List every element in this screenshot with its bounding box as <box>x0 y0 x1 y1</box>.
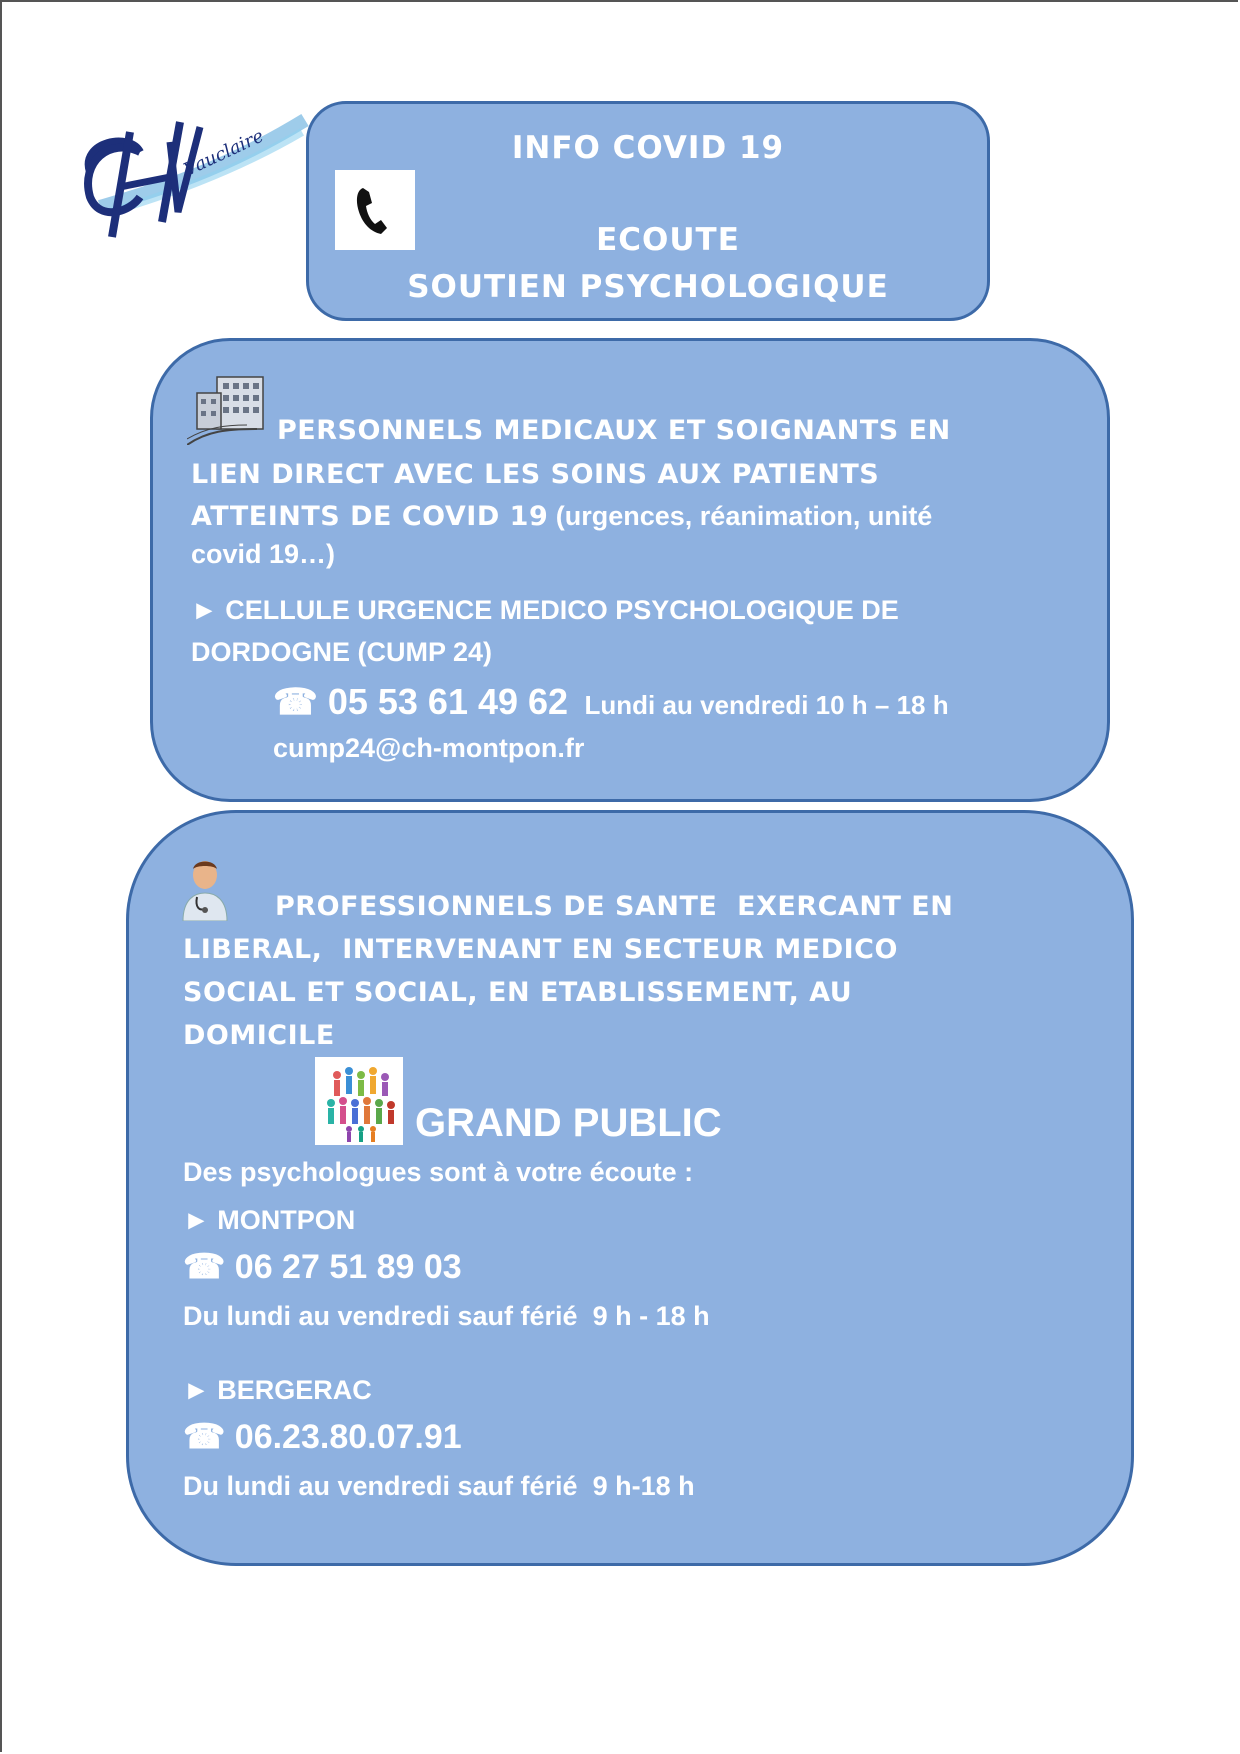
pro-heading-line1: PROFESSIONNELS DE SANTE EXERCANT EN <box>275 891 954 922</box>
cump-phone: ☎ 05 53 61 49 62 <box>273 681 569 722</box>
cump-phone-row <box>273 681 949 723</box>
grand-public-title: GRAND PUBLIC <box>415 1101 722 1145</box>
bergerac-phone[interactable]: ☎ 06.23.80.07.91 <box>183 1418 462 1456</box>
header-title: INFO COVID 19 <box>511 130 785 166</box>
logo-brand-text: Vauclaire <box>180 125 268 181</box>
hospital-building-icon <box>187 369 277 445</box>
montpon-label: ► MONTPON <box>183 1205 356 1235</box>
montpon-phone[interactable]: ☎ 06 27 51 89 03 <box>183 1248 462 1286</box>
medical-heading-line2: LIEN DIRECT AVEC LES SOINS AUX PATIENTS <box>191 459 880 490</box>
medical-heading-note-2: covid 19…) <box>191 539 336 569</box>
medical-staff-box <box>150 338 1110 802</box>
pro-heading-line3: SOCIAL ET SOCIAL, EN ETABLISSEMENT, AU <box>183 977 853 1008</box>
cump-label-line2: DORDOGNE (CUMP 24) <box>191 637 493 667</box>
medical-heading-line3 <box>191 501 932 532</box>
doctor-icon <box>179 857 231 921</box>
medical-heading-note: (urgences, réanimation, unité <box>555 501 933 531</box>
medical-heading-line1: PERSONNELS MEDICAUX ET SOIGNANTS EN <box>277 415 951 446</box>
montpon-hours: Du lundi au vendredi sauf férié 9 h - 18 h <box>183 1301 710 1331</box>
medical-heading-covid: ATTEINTS DE COVID 19 <box>191 501 549 532</box>
public-intro: Des psychologues sont à votre écoute : <box>183 1157 694 1187</box>
pro-heading-line2: LIBERAL, INTERVENANT EN SECTEUR MEDICO <box>183 934 898 965</box>
cump-label-line1: ► CELLULE URGENCE MEDICO PSYCHOLOGIQUE DE <box>191 595 899 625</box>
cump-hours: Lundi au vendredi 10 h – 18 h <box>584 690 949 720</box>
cump-email[interactable]: cump24@ch-montpon.fr <box>273 733 585 763</box>
header-box <box>306 101 990 321</box>
bergerac-hours: Du lundi au vendredi sauf férié 9 h-18 h <box>183 1471 695 1501</box>
professionals-public-box <box>126 810 1134 1566</box>
pro-heading-line4: DOMICILE <box>183 1020 335 1051</box>
header-soutien: SOUTIEN PSYCHOLOGIQUE <box>407 269 889 305</box>
bergerac-label: ► BERGERAC <box>183 1375 372 1405</box>
header-ecoute: ECOUTE <box>596 222 740 258</box>
ch-vauclaire-logo <box>70 112 310 252</box>
crowd-illustration-icon <box>315 1057 403 1145</box>
